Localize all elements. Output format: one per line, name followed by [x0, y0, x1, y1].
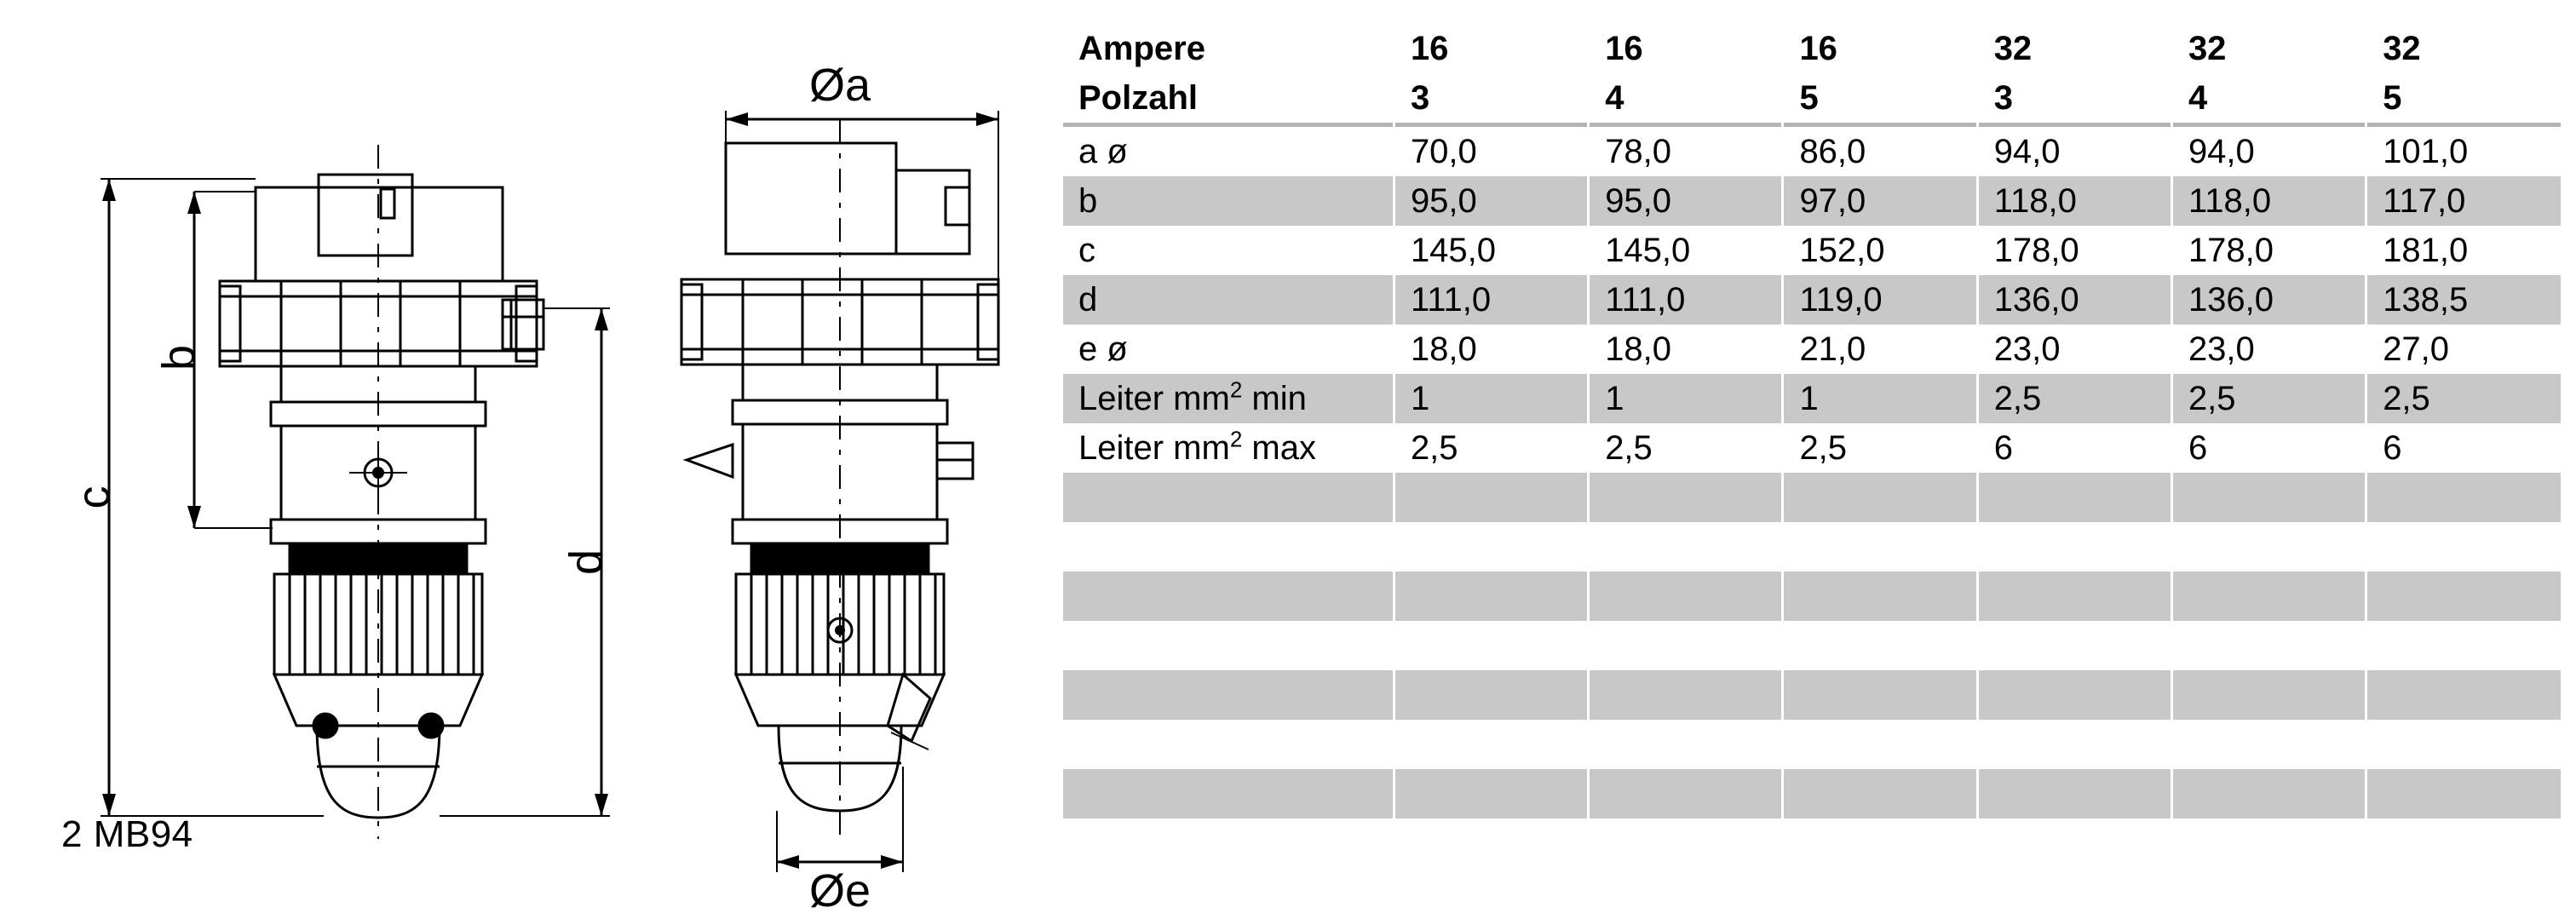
- table-cell: 95,0: [1589, 176, 1783, 226]
- table-row: [1063, 226, 2561, 275]
- table-cell: [1977, 720, 2171, 769]
- table-cell: [1977, 670, 2171, 720]
- table-cell: [1589, 769, 1783, 818]
- table-cell: 2,5: [1589, 423, 1783, 473]
- table-cell: 118,0: [1977, 176, 2171, 226]
- table-cell: 136,0: [1977, 275, 2171, 325]
- table-cell: [1589, 572, 1783, 621]
- table-cell: 119,0: [1783, 275, 1977, 325]
- drawing-caption: 2 MB94: [61, 813, 193, 855]
- table-cell: [2366, 621, 2561, 670]
- table-cell: [1394, 769, 1588, 818]
- table-cell: 4: [1589, 73, 1783, 123]
- row-label: [1063, 670, 1394, 720]
- spec-table-body: [1063, 24, 2561, 818]
- table-cell: 94,0: [2171, 127, 2366, 176]
- row-label: [1063, 572, 1394, 621]
- table-cell: 16: [1783, 24, 1977, 73]
- table-cell: [1977, 769, 2171, 818]
- table-cell: 136,0: [2171, 275, 2366, 325]
- table-cell: 5: [1783, 73, 1977, 123]
- table-cell: 101,0: [2366, 127, 2561, 176]
- table-cell: [2171, 473, 2366, 522]
- table-row: [1063, 769, 2561, 818]
- row-label: Polzahl: [1063, 73, 1394, 123]
- table-cell: 78,0: [1589, 127, 1783, 176]
- table-row: [1063, 670, 2561, 720]
- table-cell: 18,0: [1394, 325, 1588, 374]
- row-label: e ø: [1063, 325, 1394, 374]
- table-row: [1063, 720, 2561, 769]
- table-cell: [2366, 572, 2561, 621]
- table-row: [1063, 374, 2561, 423]
- table-cell: [2366, 522, 2561, 572]
- table-cell: 145,0: [1589, 226, 1783, 275]
- table-cell: [1783, 670, 1977, 720]
- table-cell: 16: [1589, 24, 1783, 73]
- table-cell: 145,0: [1394, 226, 1588, 275]
- table-cell: [2171, 720, 2366, 769]
- label-d: d: [561, 549, 612, 576]
- dimension-diameter-a: [726, 111, 998, 290]
- table-cell: 4: [2171, 73, 2366, 123]
- table-cell: 97,0: [1783, 176, 1977, 226]
- table-cell: 16: [1394, 24, 1588, 73]
- table-cell: [1394, 670, 1588, 720]
- table-cell: 3: [1977, 73, 2171, 123]
- table-cell: 2,5: [2366, 374, 2561, 423]
- table-cell: [1783, 572, 1977, 621]
- table-cell: [2171, 621, 2366, 670]
- row-label: c: [1063, 226, 1394, 275]
- table-cell: [2171, 522, 2366, 572]
- table-cell: 6: [2366, 423, 2561, 473]
- table-row: [1063, 73, 2561, 123]
- table-cell: 1: [1783, 374, 1977, 423]
- table-cell: 21,0: [1783, 325, 1977, 374]
- table-cell: [1589, 522, 1783, 572]
- right-elevation-view: [681, 111, 998, 872]
- table-cell: 23,0: [1977, 325, 2171, 374]
- table-cell: [1977, 572, 2171, 621]
- label-diameter-a: Øa: [808, 60, 871, 111]
- table-cell: [1977, 621, 2171, 670]
- table-cell: 32: [2171, 24, 2366, 73]
- label-diameter-e: Øe: [808, 865, 871, 916]
- row-label: [1063, 473, 1394, 522]
- row-label: [1063, 769, 1394, 818]
- table-cell: 94,0: [1977, 127, 2171, 176]
- row-label: Leiter $mm^2$ min: [1063, 374, 1394, 423]
- table-cell: [1589, 720, 1783, 769]
- table-cell: [1783, 720, 1977, 769]
- table-cell: 178,0: [2171, 226, 2366, 275]
- table-cell: 2,5: [1394, 423, 1588, 473]
- table-cell: [1394, 621, 1588, 670]
- table-row: [1063, 473, 2561, 522]
- row-label: [1063, 621, 1394, 670]
- table-cell: [1783, 621, 1977, 670]
- table-cell: 70,0: [1394, 127, 1588, 176]
- table-cell: [2366, 720, 2561, 769]
- technical-drawing: [0, 0, 1048, 919]
- table-cell: 32: [1977, 24, 2171, 73]
- row-label: d: [1063, 275, 1394, 325]
- table-cell: 1: [1589, 374, 1783, 423]
- table-cell: 5: [2366, 73, 2561, 123]
- table-row: [1063, 127, 2561, 176]
- table-cell: [2171, 769, 2366, 818]
- table-cell: [1783, 473, 1977, 522]
- table-cell: 32: [2366, 24, 2561, 73]
- table-cell: [1394, 720, 1588, 769]
- table-cell: 95,0: [1394, 176, 1588, 226]
- table-row: [1063, 522, 2561, 572]
- table-cell: 2,5: [1977, 374, 2171, 423]
- row-label: Leiter $mm^2$ max: [1063, 423, 1394, 473]
- table-cell: 2,5: [1783, 423, 1977, 473]
- table-cell: [2366, 769, 2561, 818]
- table-cell: 6: [2171, 423, 2366, 473]
- table-row: [1063, 621, 2561, 670]
- table-cell: [1589, 473, 1783, 522]
- row-label: [1063, 720, 1394, 769]
- table-cell: [1394, 572, 1588, 621]
- table-row: [1063, 24, 2561, 73]
- row-label: Ampere: [1063, 24, 1394, 73]
- row-label: b: [1063, 176, 1394, 226]
- table-cell: [1977, 522, 2171, 572]
- table-cell: [1394, 522, 1588, 572]
- table-cell: [1783, 522, 1977, 572]
- table-cell: 152,0: [1783, 226, 1977, 275]
- table-cell: 138,5: [2366, 275, 2561, 325]
- table-row: [1063, 572, 2561, 621]
- left-elevation-view: [101, 145, 610, 839]
- table-cell: [2171, 572, 2366, 621]
- table-cell: [2366, 670, 2561, 720]
- table-cell: 27,0: [2366, 325, 2561, 374]
- table-cell: 2,5: [2171, 374, 2366, 423]
- dimension-c: [101, 179, 324, 816]
- table-row: [1063, 176, 2561, 226]
- table-cell: [2366, 473, 2561, 522]
- table-cell: 181,0: [2366, 226, 2561, 275]
- table-cell: [2171, 670, 2366, 720]
- table-cell: [1394, 473, 1588, 522]
- table-cell: 117,0: [2366, 176, 2561, 226]
- table-cell: 86,0: [1783, 127, 1977, 176]
- table-row: [1063, 275, 2561, 325]
- label-c: c: [68, 485, 119, 509]
- table-cell: 3: [1394, 73, 1588, 123]
- table-cell: [1589, 670, 1783, 720]
- spec-table: [1063, 24, 2561, 818]
- table-cell: 23,0: [2171, 325, 2366, 374]
- table-cell: [1783, 769, 1977, 818]
- table-cell: 111,0: [1589, 275, 1783, 325]
- table-cell: 6: [1977, 423, 2171, 473]
- row-label: a ø: [1063, 127, 1394, 176]
- table-row: [1063, 423, 2561, 473]
- spec-table-container: [1063, 24, 2562, 818]
- table-cell: 1: [1394, 374, 1588, 423]
- table-row: [1063, 325, 2561, 374]
- table-cell: 18,0: [1589, 325, 1783, 374]
- table-cell: 118,0: [2171, 176, 2366, 226]
- table-cell: [1589, 621, 1783, 670]
- row-label: [1063, 522, 1394, 572]
- label-b: b: [153, 344, 204, 371]
- table-cell: [1977, 473, 2171, 522]
- table-cell: 111,0: [1394, 275, 1588, 325]
- table-cell: 178,0: [1977, 226, 2171, 275]
